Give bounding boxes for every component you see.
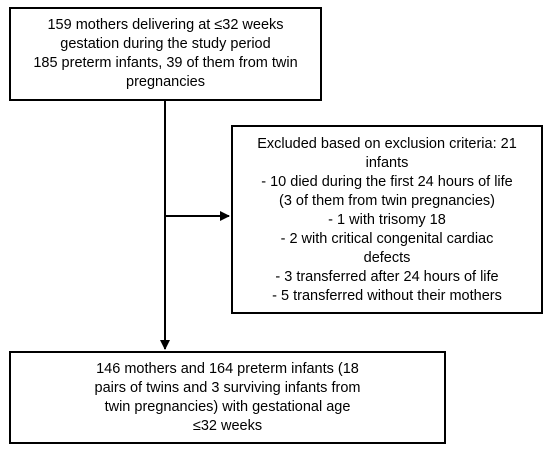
exclusion-line-5: - 1 with trisomy 18 xyxy=(328,212,446,228)
exclusion-line-3: - 10 died during the first 24 hours of life xyxy=(261,174,513,190)
bottom-box-line-2: pairs of twins and 3 surviving infants from xyxy=(94,380,361,396)
study-population-box xyxy=(9,7,322,101)
bottom-box-line-4: ≤32 weeks xyxy=(192,418,263,434)
exclusion-line-4: (3 of them from twin pregnancies) xyxy=(279,193,495,209)
exclusion-box xyxy=(231,125,543,314)
exclusion-line-6: - 2 with critical congenital cardiac xyxy=(280,231,494,247)
final-cohort-box xyxy=(9,351,446,444)
exclusion-line-8: - 3 transferred after 24 hours of life xyxy=(275,269,499,285)
exclusion-line-9: - 5 transferred without their mothers xyxy=(272,288,502,304)
top-box-line-3: 185 preterm infants, 39 of them from twin xyxy=(33,55,298,71)
exclusion-line-1: Excluded based on exclusion criteria: 21 xyxy=(257,136,517,152)
exclusion-line-2: infants xyxy=(365,155,409,171)
top-box-line-1: 159 mothers delivering at ≤32 weeks xyxy=(47,17,284,33)
bottom-box-line-3: twin pregnancies) with gestational age xyxy=(104,399,351,415)
top-box-line-2: gestation during the study period xyxy=(60,36,271,52)
bottom-box-line-1: 146 mothers and 164 preterm infants (18 xyxy=(96,361,359,377)
top-box-line-4: pregnancies xyxy=(126,74,205,90)
exclusion-line-7: defects xyxy=(363,250,411,266)
